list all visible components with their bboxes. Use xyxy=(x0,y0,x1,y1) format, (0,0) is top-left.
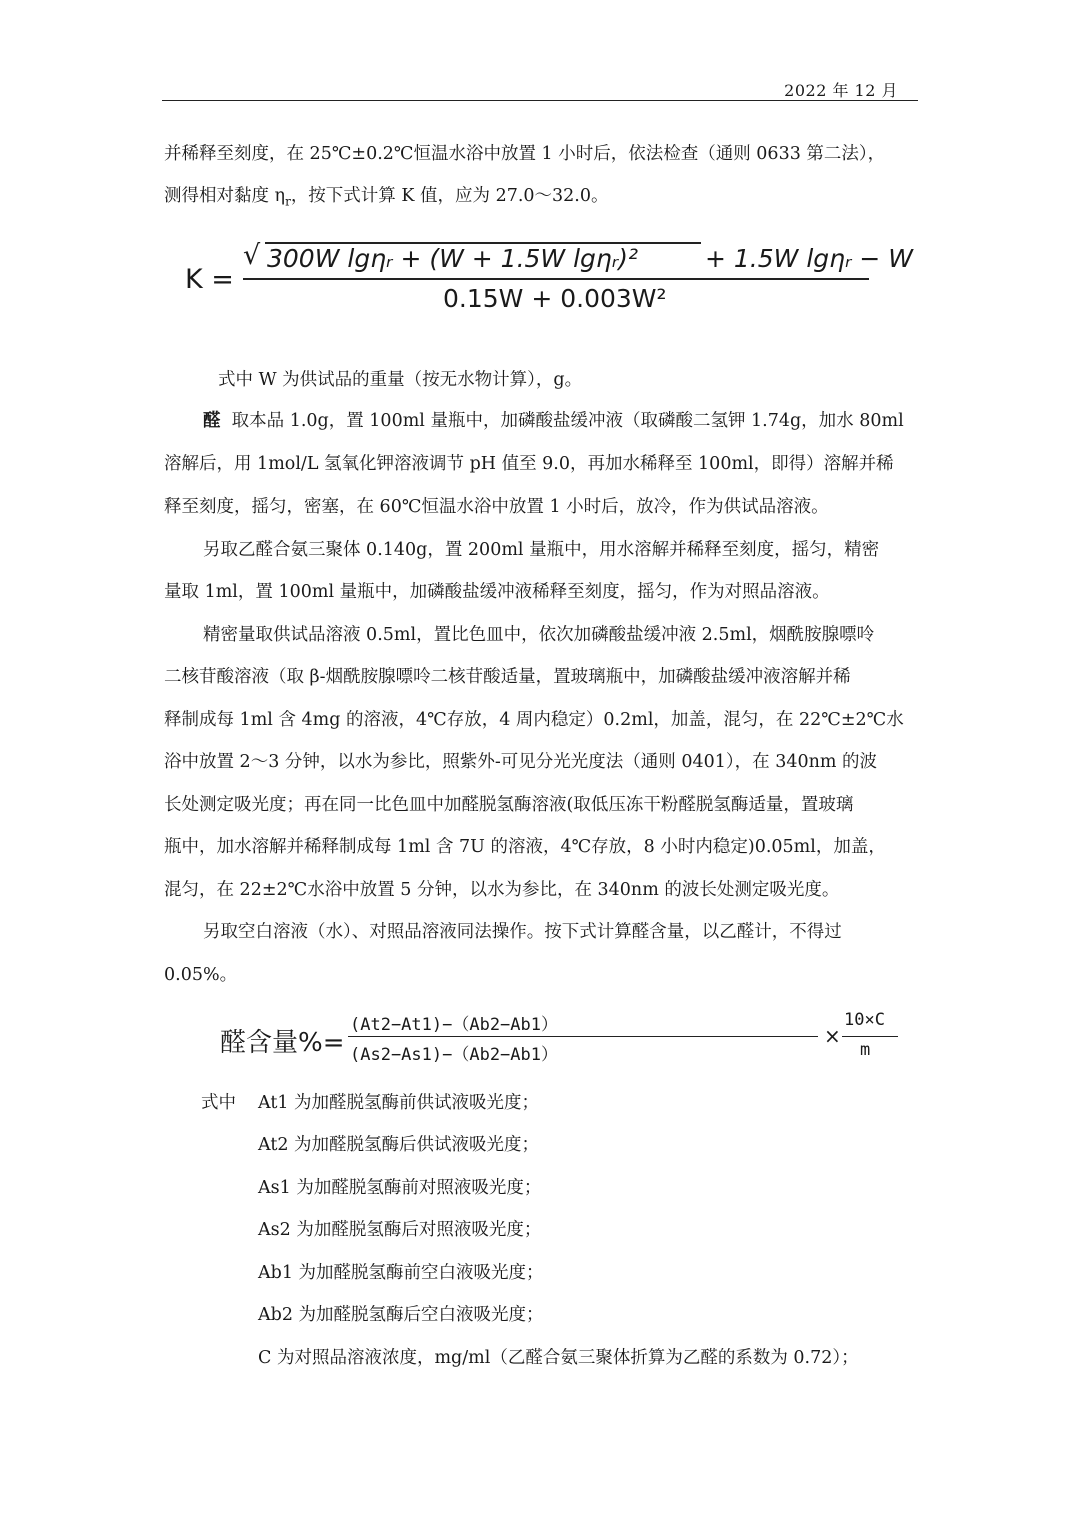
viscosity-line-1: 并稀释至刻度，在 25℃±0.2℃恒温水浴中放置 1 小时后，依法检查（通则 0633 第二法）， xyxy=(164,144,886,164)
aldehyde-p3-line-5: 长处测定吸光度；再在同一比色皿中加醛脱氢酶溶液(取低压冻干粉醛脱氢酶适量，置玻璃 xyxy=(164,795,854,815)
aldehyde-p3-line-7: 混匀，在 22±2℃水浴中放置 5 分钟，以水为参比，在 340nm 的波长处测定吸光度。 xyxy=(164,880,840,900)
definition-item: Ab1 为加醛脱氢酶前空白液吸光度； xyxy=(258,1263,544,1283)
eta-subscript: r xyxy=(285,194,291,209)
aldehyde-p4-line-2: 0.05%。 xyxy=(164,965,238,985)
viscosity-line-2b: ，按下式计算 K 值，应为 27.0～32.0。 xyxy=(290,186,609,206)
formula-a-numerator-1: (At2−At1)−（Ab2−Ab1） xyxy=(350,1015,558,1035)
definition-item: At2 为加醛脱氢酶后供试液吸光度； xyxy=(258,1135,540,1155)
where-w: 式中 W 为供试品的重量（按无水物计算），g。 xyxy=(218,370,583,390)
formula-a-bar-1 xyxy=(348,1036,818,1037)
formula-a-denominator-1: (As2−As1)−（Ab2−Ab1） xyxy=(350,1045,558,1065)
definition-item: As2 为加醛脱氢酶后对照液吸光度； xyxy=(258,1220,542,1240)
aldehyde-p3-line-2: 二核苷酸溶液（取 β-烟酰胺腺嘌呤二核苷酸适量，置玻璃瓶中，加磷酸盐缓冲液溶解并稀 xyxy=(164,667,851,687)
viscosity-line-2a: 测得相对黏度 η xyxy=(164,186,286,206)
aldehyde-p3-line-6: 瓶中，加水溶解并稀释制成每 1ml 含 7U 的溶液，4℃存放，8 小时内稳定)0.05ml，加盖， xyxy=(164,837,886,857)
page-header xyxy=(162,78,918,101)
aldehyde-p2-line-2: 量取 1ml，置 100ml 量瓶中，加磷酸盐缓冲液稀释至刻度，摇匀，作为对照品溶液。 xyxy=(164,582,830,602)
aldehyde-p2-line-1: 另取乙醛合氨三聚体 0.140g，置 200ml 量瓶中，用水溶解并稀释至刻度，摇匀，精密 xyxy=(203,540,880,560)
aldehyde-title: 醛 xyxy=(203,411,221,431)
formula-aldehyde xyxy=(220,1010,885,1072)
definitions-prefix: 式中 xyxy=(201,1093,236,1113)
definition-item: Ab2 为加醛脱氢酶后空白液吸光度； xyxy=(258,1305,544,1325)
aldehyde-p1-line-1 xyxy=(203,410,919,432)
formula-k xyxy=(185,236,914,316)
formula-a-numerator-2: 10×C xyxy=(844,1010,885,1030)
formula-k-numerator-tail: + 1.5W lgηᵣ − W xyxy=(705,244,914,273)
aldehyde-p1-line-2: 溶解后，用 1mol/L 氢氧化钾溶液调节 pH 值至 9.0，再加水稀释至 100ml，即得）溶解并稀 xyxy=(164,454,894,474)
aldehyde-p4-line-1: 另取空白溶液（水）、对照品溶液同法操作。按下式计算醛含量，以乙醛计，不得过 xyxy=(203,922,842,942)
definition-item: C 为对照品溶液浓度，mg/ml（乙醛合氨三聚体折算为乙醛的系数为 0.72）； xyxy=(258,1348,859,1368)
aldehyde-p3-line-1: 精密量取供试品溶液 0.5ml，置比色皿中，依次加磷酸盐缓冲液 2.5ml，烟酰胺腺嘌呤 xyxy=(203,625,875,645)
definition-item: At1 为加醛脱氢酶前供试液吸光度； xyxy=(258,1093,540,1113)
definition-item: As1 为加醛脱氢酶前对照液吸光度； xyxy=(258,1178,542,1198)
aldehyde-p1-l1-text: 取本品 1.0g，置 100ml 量瓶中，加磷酸盐缓冲液（取磷酸二氢钾 1.74g，加水 80ml xyxy=(231,411,904,431)
formula-a-bar-2 xyxy=(842,1036,898,1037)
formula-a-times: × xyxy=(824,1024,841,1048)
formula-a-denominator-2: m xyxy=(860,1040,871,1060)
formula-a-lhs: 醛含量%= xyxy=(220,1028,345,1058)
aldehyde-p1-line-3: 释至刻度，摇匀，密塞，在 60℃恒温水浴中放置 1 小时后，放冷，作为供试品溶液。 xyxy=(164,497,829,517)
formula-k-lhs: K = xyxy=(185,264,234,295)
formula-k-denominator: 0.15W + 0.003W² xyxy=(443,284,667,313)
header-date: 2022 年 12 月 xyxy=(784,81,898,100)
formula-k-fraction-bar xyxy=(243,278,869,280)
aldehyde-p3-line-4: 浴中放置 2～3 分钟，以水为参比，照紫外-可见分光光度法（通则 0401），在 340nm 的波 xyxy=(164,752,878,772)
aldehyde-p3-line-3: 释制成每 1ml 含 4mg 的溶液，4℃存放，4 周内稳定）0.2ml，加盖，混匀，在 22℃±2℃水 xyxy=(164,710,904,730)
formula-k-radical: √ xyxy=(243,240,261,271)
formula-k-numerator-inner: 300W lgηᵣ + (W + 1.5W lgηᵣ)² xyxy=(267,244,638,273)
viscosity-line-2 xyxy=(164,185,920,213)
